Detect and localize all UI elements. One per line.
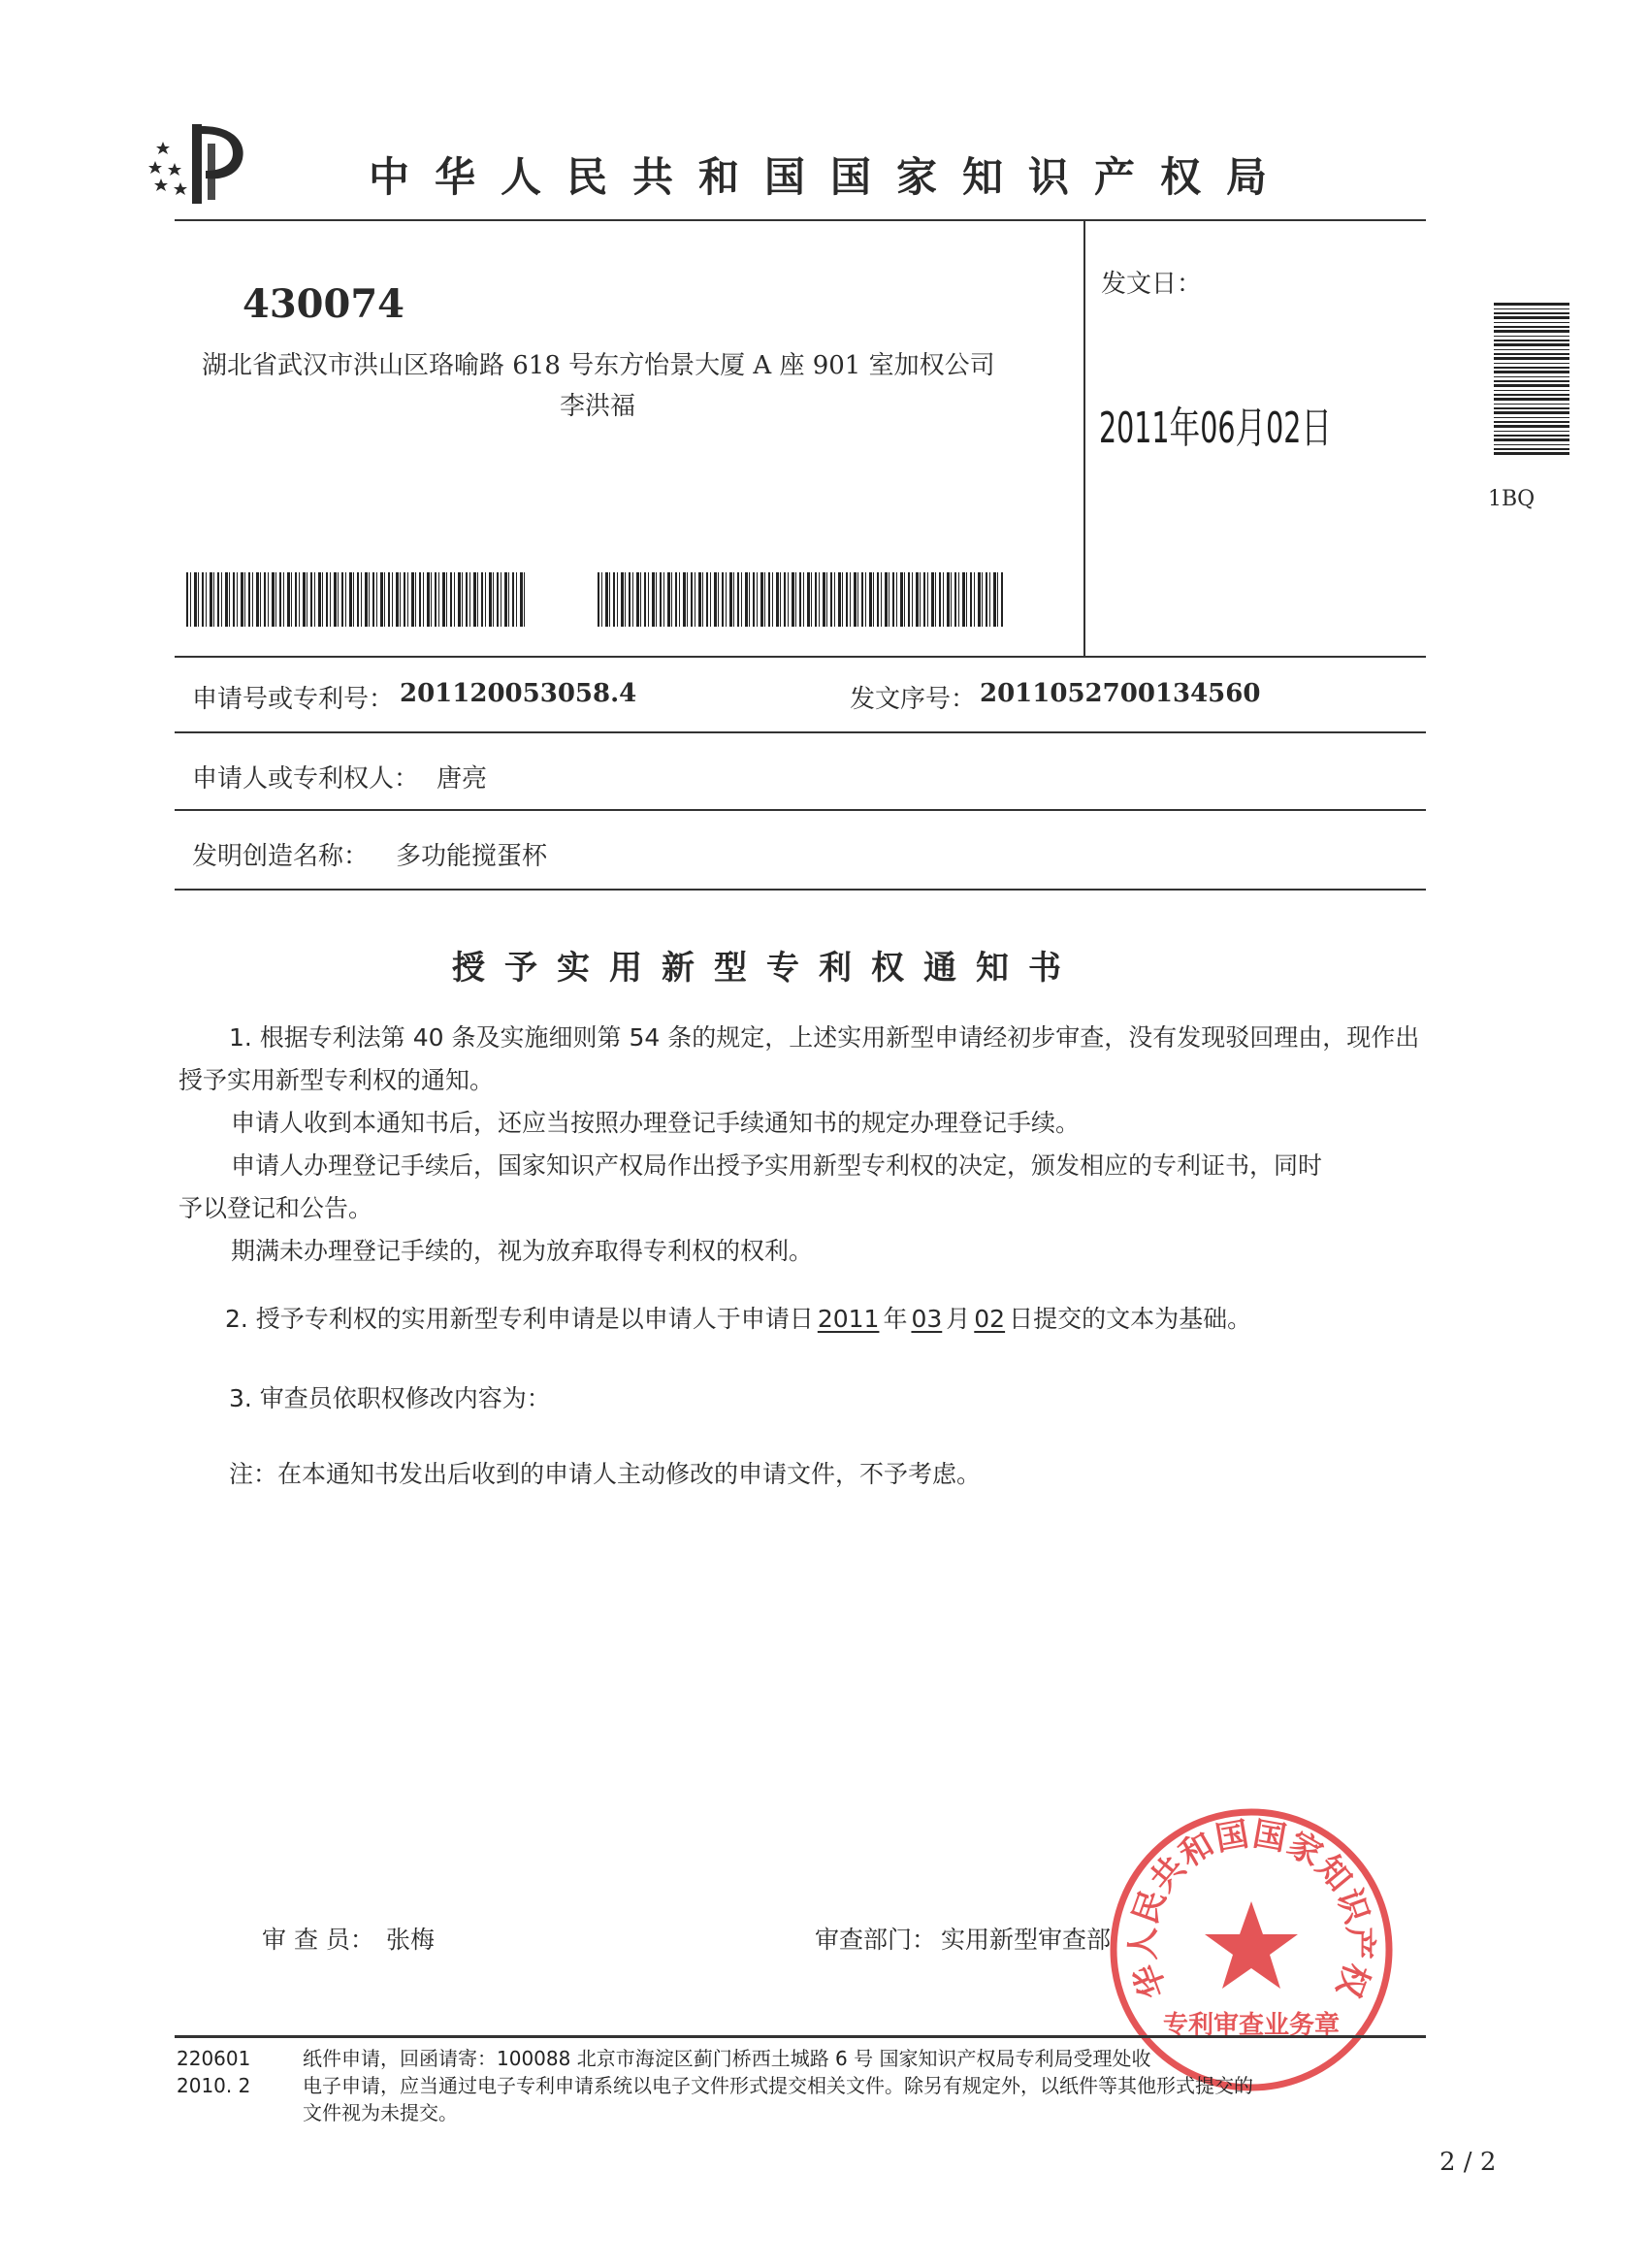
side-barcode — [1494, 303, 1569, 458]
issue-date-label: 发文日： — [1101, 270, 1203, 299]
field-rule-1 — [175, 731, 1426, 733]
para-4: 期满未办理登记手续的，视为放弃取得专利权的权利。 — [231, 1237, 814, 1265]
form-version: 2010. 2 — [177, 2074, 251, 2097]
examiner-name: 张梅 — [386, 1926, 436, 1954]
address-block-rule — [175, 656, 1426, 658]
date-column-divider — [1083, 219, 1085, 656]
app-no: 201120053058.4 — [400, 679, 637, 708]
dept-label: 审查部门： — [815, 1926, 937, 1954]
item-2-month: 03 — [911, 1305, 943, 1333]
seal-subtext: 专利审查业务章 — [1162, 2011, 1341, 2040]
form-code: 220601 — [177, 2047, 251, 2070]
dept-name: 实用新型审查部 — [941, 1926, 1112, 1954]
item-2-day: 02 — [974, 1305, 1006, 1333]
applicant-label: 申请人或专利权人： — [192, 764, 420, 794]
para-1-line-2: 授予实用新型专利权的通知。 — [178, 1066, 495, 1094]
recipient-address: 湖北省武汉市洪山区珞喻路 618 号东方怡景大厦 A 座 901 室加权公司 — [202, 351, 995, 380]
notice-title: 授予实用新型专利权通知书 — [452, 949, 1081, 988]
item-2 — [225, 1298, 1251, 1341]
item-2-post: 日提交的文本为基础。 — [1009, 1305, 1252, 1333]
applicant: 唐亮 — [436, 764, 488, 794]
invention-label: 发明创造名称： — [192, 842, 370, 871]
para-2: 申请人收到本通知书后，还应当按照办理登记手续通知书的规定办理登记手续。 — [231, 1109, 1081, 1137]
item-3: 3. 审查员依职权修改内容为： — [229, 1384, 551, 1412]
header-rule — [175, 219, 1426, 221]
recipient-postcode: 430074 — [242, 281, 404, 327]
item-2-month-unit: 月 — [946, 1305, 971, 1333]
recipient-name: 李洪福 — [560, 392, 636, 421]
invention-title: 多功能搅蛋杯 — [396, 842, 548, 871]
office-name: 中华人民共和国国家知识产权局 — [369, 153, 1293, 201]
item-2-year-unit: 年 — [883, 1305, 908, 1333]
footer-line-1: 纸件申请，回函请寄：100088 北京市海淀区蓟门桥西土城路 6 号 国家知识产权局专利局受理处收 — [303, 2047, 1151, 2070]
sipo-logo — [146, 114, 262, 211]
field-rule-2 — [175, 809, 1426, 811]
footer-line-3: 文件视为未提交。 — [303, 2101, 458, 2124]
issue-code: 1BQ — [1488, 487, 1536, 511]
para-1-line-1: 1. 根据专利法第 40 条及实施细则第 54 条的规定，上述实用新型申请经初步审查，没有发现驳回理由，现作出 — [229, 1023, 1420, 1052]
footer-rule — [175, 2035, 1426, 2038]
app-no-label: 申请号或专利号： — [192, 685, 395, 714]
note: 注：在本通知书发出后收到的申请人主动修改的申请文件，不予考虑。 — [229, 1460, 982, 1488]
footer-line-2: 电子申请，应当通过电子专利申请系统以电子文件形式提交相关文件。除另有规定外，以纸件等其他形式提交的 — [303, 2074, 1253, 2097]
seal-text: 华人民共和国国家知识产权 — [1123, 1814, 1379, 2004]
field-rule-3 — [175, 889, 1426, 891]
issue-date: 2011年06月02日 — [1099, 404, 1333, 453]
item-2-pre: 2. 授予专利权的实用新型专利申请是以申请人于申请日 — [225, 1305, 814, 1333]
serial-no: 2011052700134560 — [980, 679, 1261, 708]
para-3-line-1: 申请人办理登记手续后，国家知识产权局作出授予实用新型专利权的决定，颁发相应的专利证书，同时 — [231, 1151, 1323, 1180]
sipo-logo-icon — [146, 114, 262, 211]
page-number: 2 / 2 — [1439, 2148, 1497, 2177]
recipient-barcode-right — [598, 572, 1003, 627]
para-3-line-2: 予以登记和公告。 — [178, 1194, 373, 1222]
serial-label: 发文序号： — [850, 685, 977, 714]
item-2-year: 2011 — [817, 1305, 880, 1333]
recipient-barcode-left — [186, 572, 528, 627]
examiner-label: 审 查 员： — [262, 1926, 374, 1954]
